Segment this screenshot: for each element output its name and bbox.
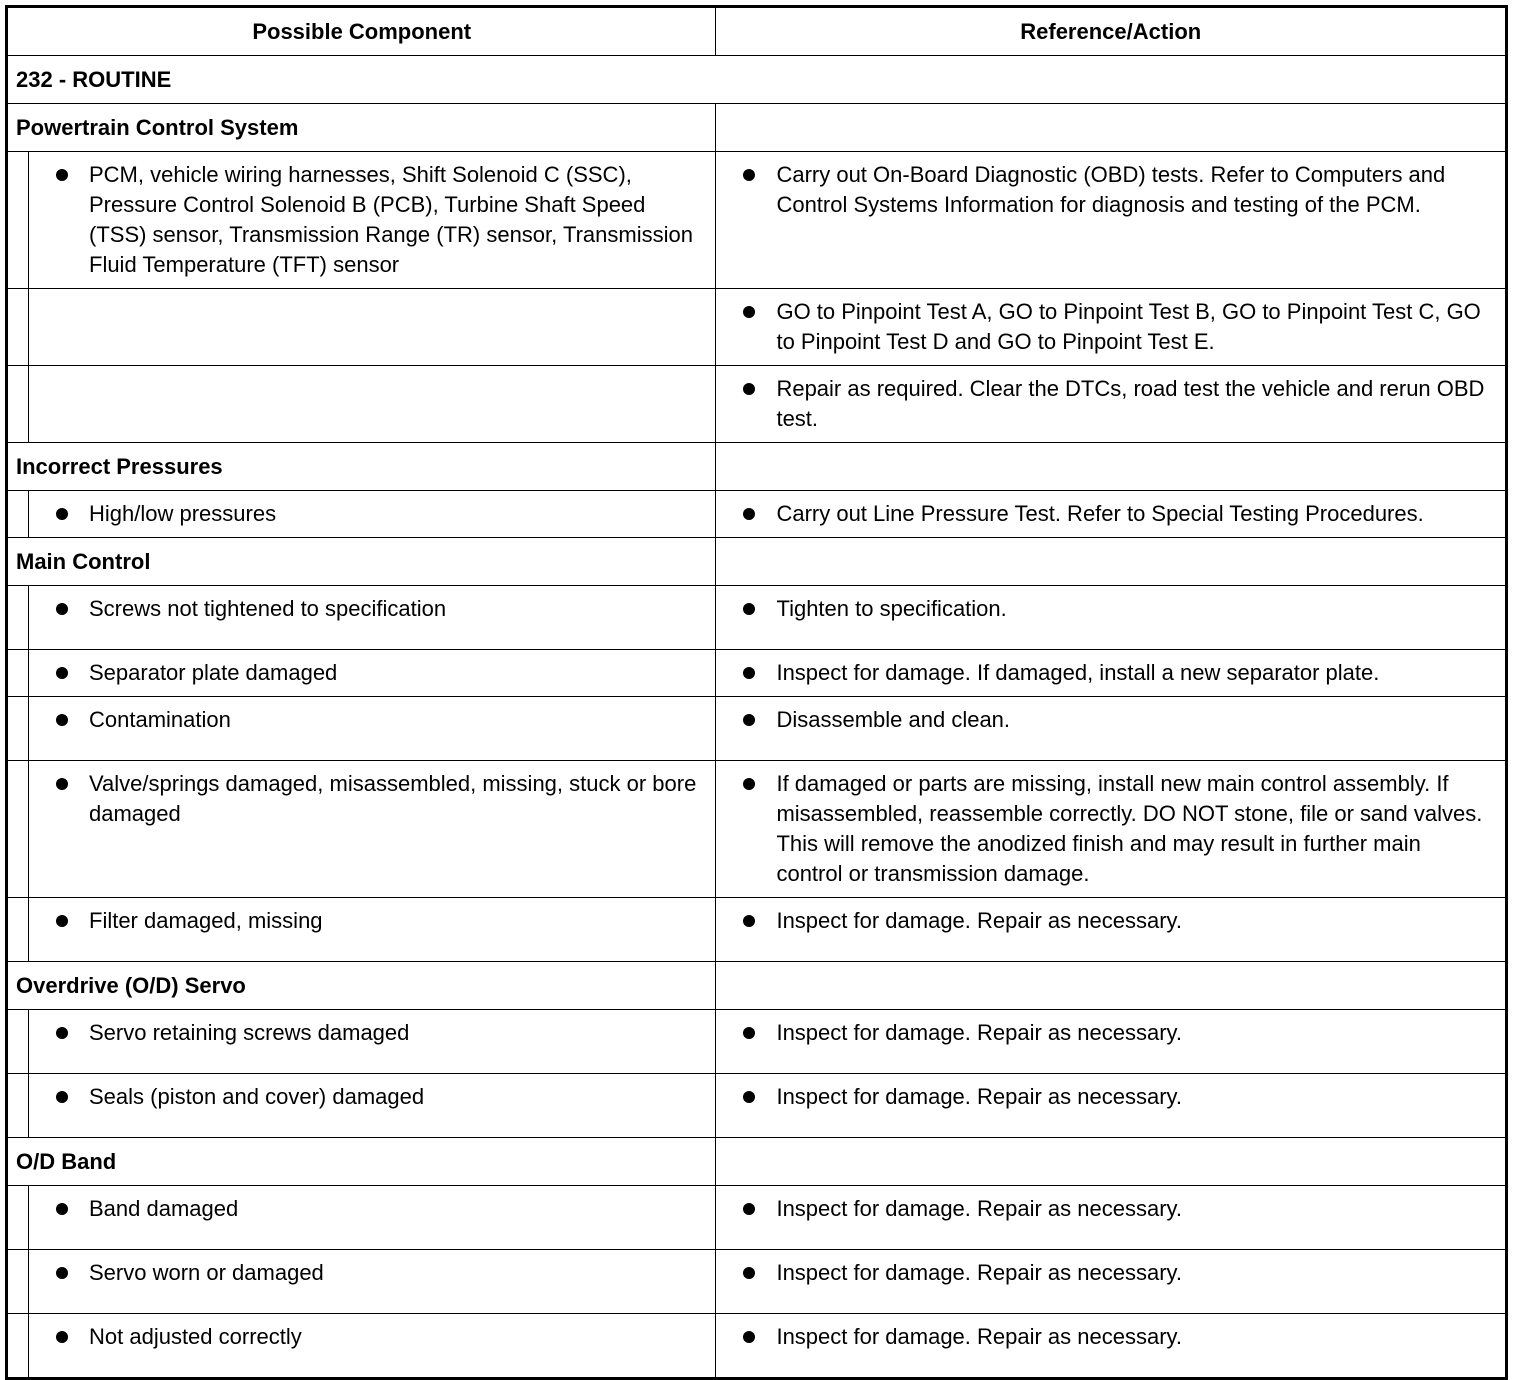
component-text: Band damaged xyxy=(89,1196,239,1221)
action-text: Inspect for damage. Repair as necessary. xyxy=(776,1260,1183,1285)
action-text: Inspect for damage. Repair as necessary. xyxy=(776,1324,1183,1349)
bullet-icon xyxy=(743,1091,755,1103)
component-bullet xyxy=(29,769,699,829)
component-text: Servo retaining screws damaged xyxy=(89,1020,410,1045)
component-cell xyxy=(29,898,716,962)
table-row xyxy=(7,1010,1507,1074)
action-cell xyxy=(716,491,1507,538)
action-cell xyxy=(716,1074,1507,1138)
component-cell xyxy=(29,697,716,761)
table-row xyxy=(7,761,1507,898)
action-bullet xyxy=(716,374,1489,434)
table-row xyxy=(7,697,1507,761)
bullet-icon xyxy=(56,1331,68,1343)
section-title: Main Control xyxy=(7,538,716,586)
action-bullet xyxy=(716,1018,1489,1048)
action-bullet xyxy=(716,1258,1489,1288)
action-bullet xyxy=(716,499,1489,529)
action-text: Carry out On-Board Diagnostic (OBD) tests. Refer to Computers and Control Systems Information for diagnosis and testing of the PCM. xyxy=(776,162,1446,217)
table-row xyxy=(7,1186,1507,1250)
action-text: Inspect for damage. Repair as necessary. xyxy=(776,1196,1183,1221)
component-cell xyxy=(29,761,716,898)
indent-cell xyxy=(7,491,29,538)
action-bullet xyxy=(716,1082,1489,1112)
table-row xyxy=(7,491,1507,538)
indent-cell xyxy=(7,1186,29,1250)
action-text: Disassemble and clean. xyxy=(776,707,1011,732)
component-text: Screws not tightened to specification xyxy=(89,596,447,621)
bullet-icon xyxy=(743,508,755,520)
header-action: Reference/Action xyxy=(716,7,1507,56)
section-empty-cell xyxy=(716,538,1507,586)
component-text: Filter damaged, missing xyxy=(89,908,323,933)
section-title: O/D Band xyxy=(7,1138,716,1186)
action-text: Tighten to specification. xyxy=(776,596,1007,621)
table-row xyxy=(7,152,1507,289)
indent-cell xyxy=(7,898,29,962)
action-text: Inspect for damage. If damaged, install a new separator plate. xyxy=(776,660,1380,685)
table-row xyxy=(7,1250,1507,1314)
indent-cell xyxy=(7,697,29,761)
section-empty-cell xyxy=(716,962,1507,1010)
bullet-icon xyxy=(743,1331,755,1343)
section-title: Overdrive (O/D) Servo xyxy=(7,962,716,1010)
component-bullet xyxy=(29,499,699,529)
action-cell xyxy=(716,586,1507,650)
routine-title: 232 - ROUTINE xyxy=(7,56,1507,104)
table-row xyxy=(7,366,1507,443)
action-bullet xyxy=(716,160,1489,220)
action-text: Inspect for damage. Repair as necessary. xyxy=(776,1020,1183,1045)
bullet-icon xyxy=(743,1267,755,1279)
component-text: Contamination xyxy=(89,707,231,732)
component-text: High/low pressures xyxy=(89,501,277,526)
indent-cell xyxy=(7,1250,29,1314)
action-text: Inspect for damage. Repair as necessary. xyxy=(776,1084,1183,1109)
action-cell xyxy=(716,289,1507,366)
bullet-icon xyxy=(743,1203,755,1215)
routine-row xyxy=(7,56,1507,104)
bullet-icon xyxy=(56,667,68,679)
bullet-icon xyxy=(743,714,755,726)
bullet-icon xyxy=(743,603,755,615)
section-empty-cell xyxy=(716,1138,1507,1186)
action-cell xyxy=(716,898,1507,962)
component-bullet xyxy=(29,160,699,280)
action-cell xyxy=(716,1010,1507,1074)
table-row xyxy=(7,650,1507,697)
component-cell xyxy=(29,152,716,289)
action-text: Inspect for damage. Repair as necessary. xyxy=(776,908,1183,933)
component-cell xyxy=(29,1314,716,1379)
action-text: If damaged or parts are missing, install new main control assembly. If misassembled, reassemble correctly. DO NOT stone, file or sand valves. This will remove the anodized finish and may result in further main control or transmission damage. xyxy=(776,771,1483,886)
table-row xyxy=(7,898,1507,962)
component-bullet xyxy=(29,594,699,624)
bullet-icon xyxy=(743,1027,755,1039)
component-bullet xyxy=(29,1258,699,1288)
section-row xyxy=(7,538,1507,586)
action-bullet xyxy=(716,769,1489,889)
component-text: PCM, vehicle wiring harnesses, Shift Solenoid C (SSC), Pressure Control Solenoid B (PCB), Turbine Shaft Speed (TSS) sensor, Transmission Range (TR) sensor, Transmission Fluid Temperature (TFT) sensor xyxy=(89,162,693,277)
header-component: Possible Component xyxy=(7,7,716,56)
action-cell xyxy=(716,761,1507,898)
bullet-icon xyxy=(56,1203,68,1215)
component-cell xyxy=(29,586,716,650)
action-bullet xyxy=(716,906,1489,936)
component-bullet xyxy=(29,906,699,936)
component-cell xyxy=(29,491,716,538)
table-row xyxy=(7,1314,1507,1379)
component-empty-cell xyxy=(29,366,716,443)
indent-cell xyxy=(7,152,29,289)
bullet-icon xyxy=(56,1091,68,1103)
action-text: Repair as required. Clear the DTCs, road test the vehicle and rerun OBD test. xyxy=(776,376,1485,431)
indent-cell xyxy=(7,761,29,898)
bullet-icon xyxy=(56,508,68,520)
component-cell xyxy=(29,1250,716,1314)
action-bullet xyxy=(716,1322,1489,1352)
indent-cell xyxy=(7,1010,29,1074)
header-row xyxy=(7,7,1507,56)
component-bullet xyxy=(29,658,699,688)
action-cell xyxy=(716,152,1507,289)
bullet-icon xyxy=(56,1267,68,1279)
component-bullet xyxy=(29,705,699,735)
action-cell xyxy=(716,650,1507,697)
action-cell xyxy=(716,366,1507,443)
action-text: Carry out Line Pressure Test. Refer to Special Testing Procedures. xyxy=(776,501,1424,526)
section-title: Incorrect Pressures xyxy=(7,443,716,491)
component-text: Not adjusted correctly xyxy=(89,1324,302,1349)
section-row xyxy=(7,962,1507,1010)
bullet-icon xyxy=(743,667,755,679)
bullet-icon xyxy=(743,383,755,395)
component-empty-cell xyxy=(29,289,716,366)
indent-cell xyxy=(7,650,29,697)
action-bullet xyxy=(716,594,1489,624)
bullet-icon xyxy=(743,306,755,318)
component-bullet xyxy=(29,1082,699,1112)
component-text: Valve/springs damaged, misassembled, missing, stuck or bore damaged xyxy=(89,771,697,826)
indent-cell xyxy=(7,366,29,443)
bullet-icon xyxy=(56,1027,68,1039)
section-row xyxy=(7,1138,1507,1186)
indent-cell xyxy=(7,1314,29,1379)
bullet-icon xyxy=(56,714,68,726)
action-bullet xyxy=(716,1194,1489,1224)
action-text: GO to Pinpoint Test A, GO to Pinpoint Test B, GO to Pinpoint Test C, GO to Pinpoint Test D and GO to Pinpoint Test E. xyxy=(776,299,1481,354)
action-cell xyxy=(716,697,1507,761)
action-bullet xyxy=(716,297,1489,357)
component-bullet xyxy=(29,1018,699,1048)
bullet-icon xyxy=(56,915,68,927)
indent-cell xyxy=(7,1074,29,1138)
table-body xyxy=(7,56,1507,1379)
action-cell xyxy=(716,1186,1507,1250)
action-bullet xyxy=(716,658,1489,688)
component-bullet xyxy=(29,1322,699,1352)
indent-cell xyxy=(7,289,29,366)
component-cell xyxy=(29,1186,716,1250)
component-text: Separator plate damaged xyxy=(89,660,338,685)
section-empty-cell xyxy=(716,443,1507,491)
bullet-icon xyxy=(743,778,755,790)
action-cell xyxy=(716,1250,1507,1314)
action-cell xyxy=(716,1314,1507,1379)
component-text: Servo worn or damaged xyxy=(89,1260,324,1285)
section-row xyxy=(7,104,1507,152)
component-bullet xyxy=(29,1194,699,1224)
component-cell xyxy=(29,1010,716,1074)
bullet-icon xyxy=(56,169,68,181)
table-row xyxy=(7,1074,1507,1138)
bullet-icon xyxy=(743,915,755,927)
component-text: Seals (piston and cover) damaged xyxy=(89,1084,425,1109)
bullet-icon xyxy=(56,778,68,790)
component-cell xyxy=(29,1074,716,1138)
table-row xyxy=(7,586,1507,650)
component-cell xyxy=(29,650,716,697)
diagnostic-table xyxy=(5,5,1508,1380)
table-row xyxy=(7,289,1507,366)
section-title: Powertrain Control System xyxy=(7,104,716,152)
indent-cell xyxy=(7,586,29,650)
section-empty-cell xyxy=(716,104,1507,152)
bullet-icon xyxy=(56,603,68,615)
section-row xyxy=(7,443,1507,491)
bullet-icon xyxy=(743,169,755,181)
action-bullet xyxy=(716,705,1489,735)
